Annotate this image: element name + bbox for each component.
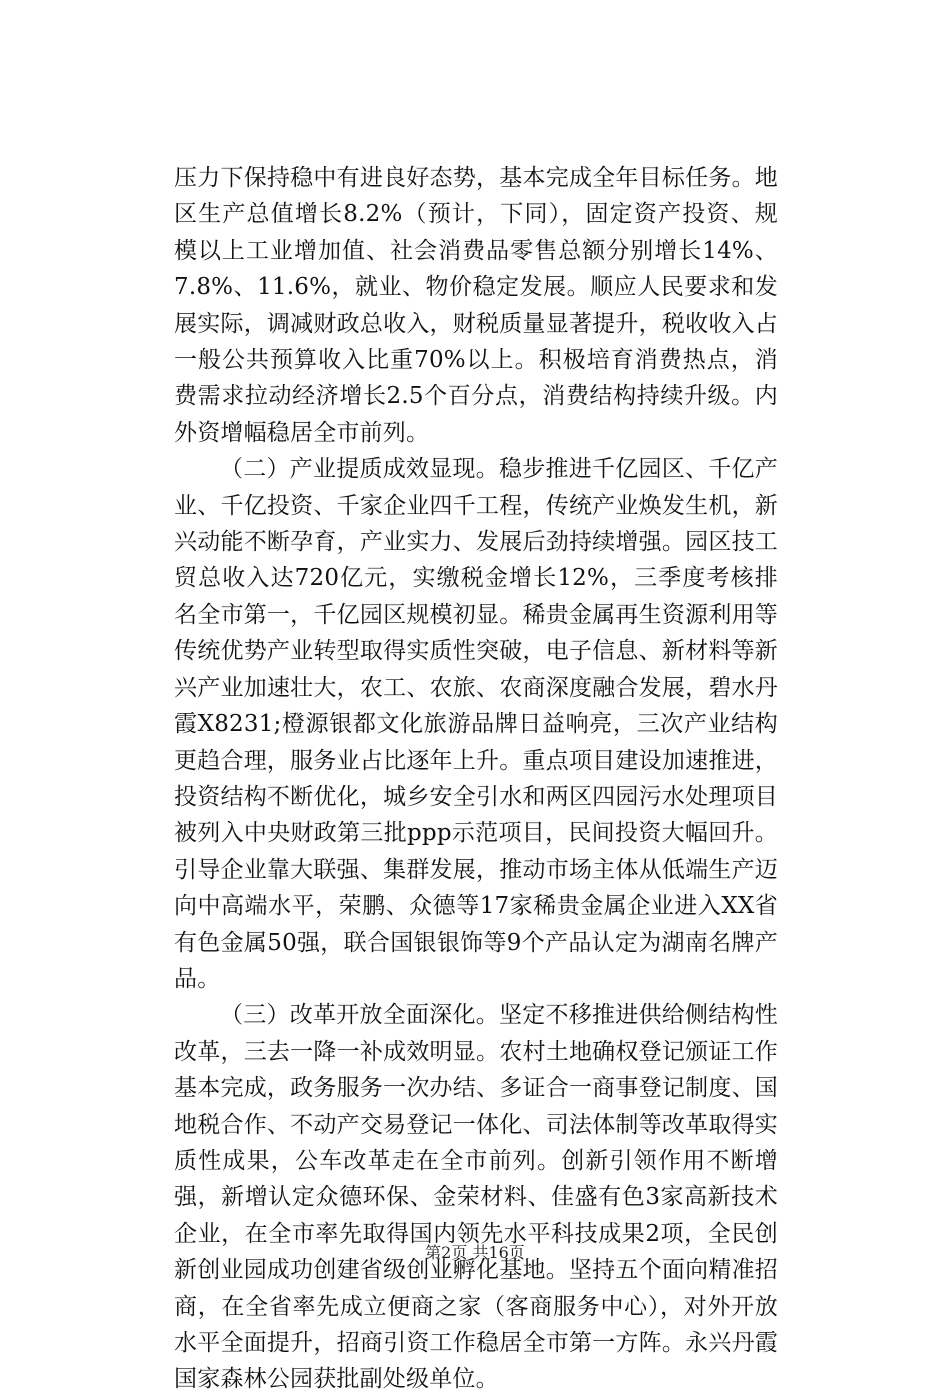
paragraph-reform-opening: （三）改革开放全面深化。坚定不移推进供给侧结构性改革，三去一降一补成效明显。农村土地确权登记颁证工作基本完成，政务服务一次办结、多证合一商事登记制度、国地税合作、不动产交易登记一体化、司法体制等改革取得实质性成果，公车改革走在全市前列。创新引领作用不断增强，新增认定众德环保、金荣材料、佳盛有色3家高新技术企业，在全市率先取得国内领先水平科技成果2项，全民创新创业园成功创建省级创业孵化基地。坚持五个面向精准招商，在全省率先成立便商之家（客商服务中心），对外开放水平全面提升，招商引资工作稳居全市第一方阵。永兴丹霞国家森林公园获批副处级单位。 — [174, 1002, 778, 1393]
page-number-footer: 第2页 共16页 — [425, 1243, 525, 1262]
paragraph-economy-overview: 压力下保持稳中有进良好态势，基本完成全年目标任务。地区生产总值增长8.2%（预计，下同），固定资产投资、规模以上工业增加值、社会消费品零售总额分别增长14%、7.8%、11.6%，就业、物价稳定发展。顺应人民要求和发展实际，调减财政总收入，财税质量显著提升，税收收入占一般公共预算收入比重70%以上。积极培育消费热点，消费需求拉动经济增长2.5个百分点，消费结构持续升级。内外资增幅稳居全市前列。 — [174, 165, 778, 446]
paragraph-industry-upgrade: （二）产业提质成效显现。稳步推进千亿园区、千亿产业、千亿投资、千家企业四千工程，传统产业焕发生机，新兴动能不断孕育，产业实力、发展后劲持续增强。园区技工贸总收入达720亿元，实缴税金增长12%，三季度考核排名全市第一，千亿园区规模初显。稀贵金属再生资源利用等传统优势产业转型取得实质性突破，电子信息、新材料等新兴产业加速壮大，农工、农旅、农商深度融合发展，碧水丹霞X8231;橙源银都文化旅游品牌日益响亮，三次产业结构更趋合理，服务业占比逐年上升。重点项目建设加速推进，投资结构不断优化，城乡安全引水和两区四园污水处理项目被列入中央财政第三批ppp示范项目，民间投资大幅回升。引导企业靠大联强、集群发展，推动市场主体从低端生产迈向中高端水平，荣鹏、众德等17家稀贵金属企业进入XX省有色金属50强，联合国银银饰等9个产品认定为湖南名牌产品。 — [174, 456, 778, 992]
document-body — [174, 160, 778, 1398]
